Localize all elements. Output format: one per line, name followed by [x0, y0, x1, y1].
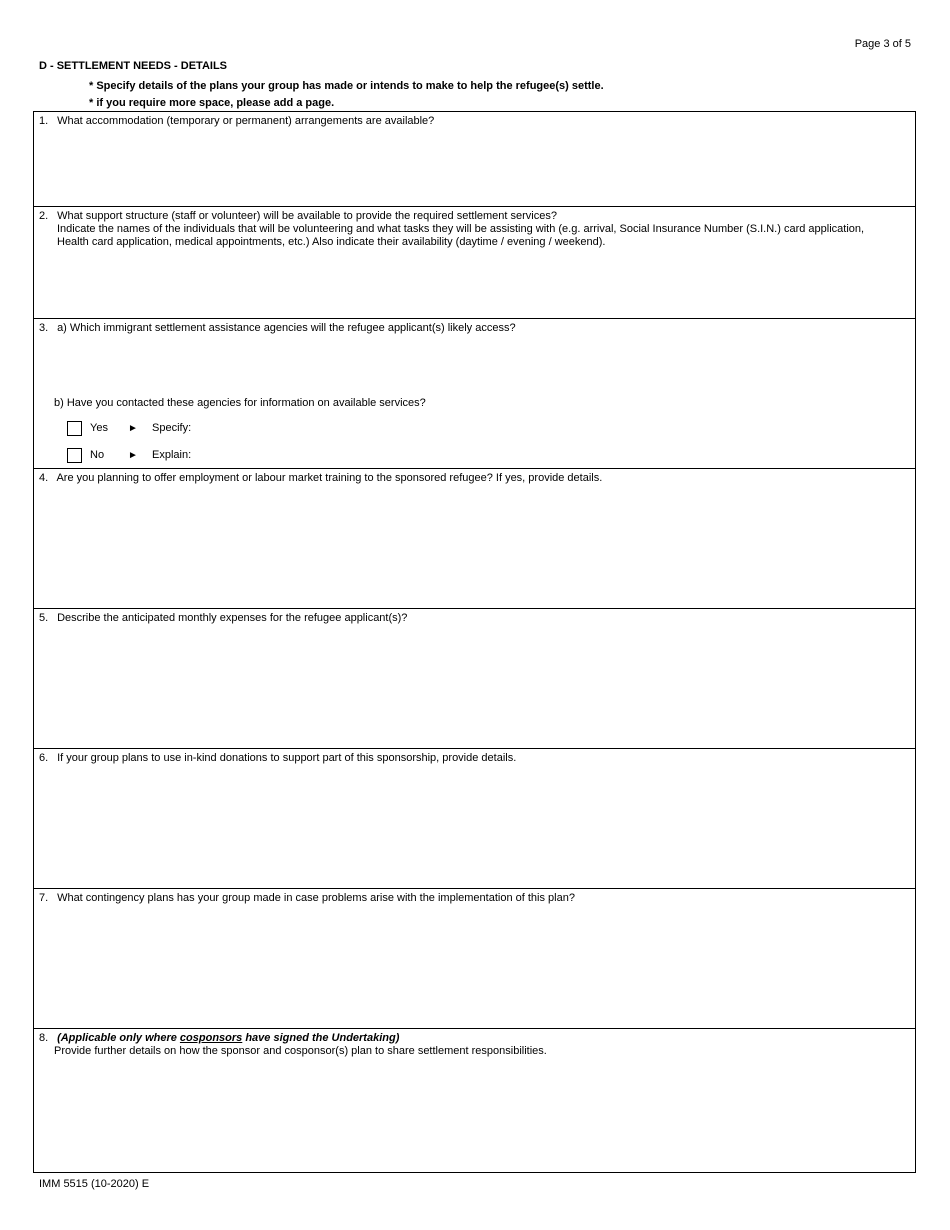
question-6-field[interactable] [34, 749, 915, 889]
question-2-field[interactable] [34, 207, 915, 319]
yes-label: Yes [90, 422, 108, 434]
arrow-right-icon: ► [128, 422, 138, 434]
question-1-text: What accommodation (temporary or permanent) arrangements are available? [57, 115, 435, 127]
question-5-number: 5. [39, 612, 49, 624]
question-3a-field[interactable] [39, 322, 895, 335]
question-5-field[interactable] [34, 609, 915, 749]
form-code: IMM 5515 (10-2020) E [39, 1178, 150, 1190]
question-1-field[interactable] [34, 112, 915, 207]
question-3-block [34, 319, 915, 469]
no-checkbox[interactable] [67, 448, 82, 463]
question-3a-text: a) Which immigrant settlement assistance agencies will the refugee applicant(s) likely access? [57, 322, 516, 334]
question-8-field[interactable] [34, 1029, 915, 1172]
question-2-detail: Indicate the names of the individuals that will be volunteering and what tasks they will be assisting with (e.g. arrival, Social Insurance Number (S.I.N.) card application, Health card application, medical appointments, etc.) Also indicate their availability (daytime / evening / weekend). [57, 223, 865, 248]
question-4-number: 4. [39, 472, 49, 484]
instruction-specify: * Specify details of the plans your group has made or intends to make to help the refugee(s) settle. [89, 80, 604, 92]
question-3-number: 3. [39, 322, 49, 334]
yes-specify-field[interactable]: Specify: [152, 422, 192, 434]
yes-option-row [67, 420, 191, 436]
question-1-number: 1. [39, 115, 49, 127]
question-7-text: What contingency plans has your group made in case problems arise with the implementation of this plan? [57, 892, 575, 904]
no-explain-field[interactable]: Explain: [152, 449, 192, 461]
question-8-number: 8. [39, 1032, 49, 1044]
arrow-right-icon: ► [128, 449, 138, 461]
question-2-text: What support structure (staff or volunteer) will be available to provide the required settlement services? [57, 210, 557, 222]
yes-checkbox[interactable] [67, 421, 82, 436]
question-5-text: Describe the anticipated monthly expenses for the refugee applicant(s)? [57, 612, 408, 624]
question-7-number: 7. [39, 892, 49, 904]
question-2-number: 2. [39, 210, 49, 222]
no-option-row [67, 447, 191, 463]
question-6-number: 6. [39, 752, 49, 764]
no-label: No [90, 449, 105, 461]
question-4-field[interactable] [34, 469, 915, 609]
settlement-form [33, 111, 916, 1173]
section-title: D - SETTLEMENT NEEDS - DETAILS [39, 60, 228, 72]
question-6-text: If your group plans to use in-kind donations to support part of this sponsorship, provide details. [57, 752, 517, 764]
instruction-more-space: * if you require more space, please add a page. [89, 97, 335, 109]
page-number: Page 3 of 5 [854, 38, 911, 50]
question-4-text: Are you planning to offer employment or labour market training to the sponsored refugee? If yes, provide details. [56, 472, 603, 484]
question-7-field[interactable] [34, 889, 915, 1029]
question-8-note: (Applicable only where cosponsors have signed the Undertaking) [57, 1032, 400, 1044]
question-8-text: Provide further details on how the sponsor and cosponsor(s) plan to share settlement responsibilities. [54, 1045, 547, 1057]
question-3b-text: b) Have you contacted these agencies for information on available services? [54, 397, 426, 409]
